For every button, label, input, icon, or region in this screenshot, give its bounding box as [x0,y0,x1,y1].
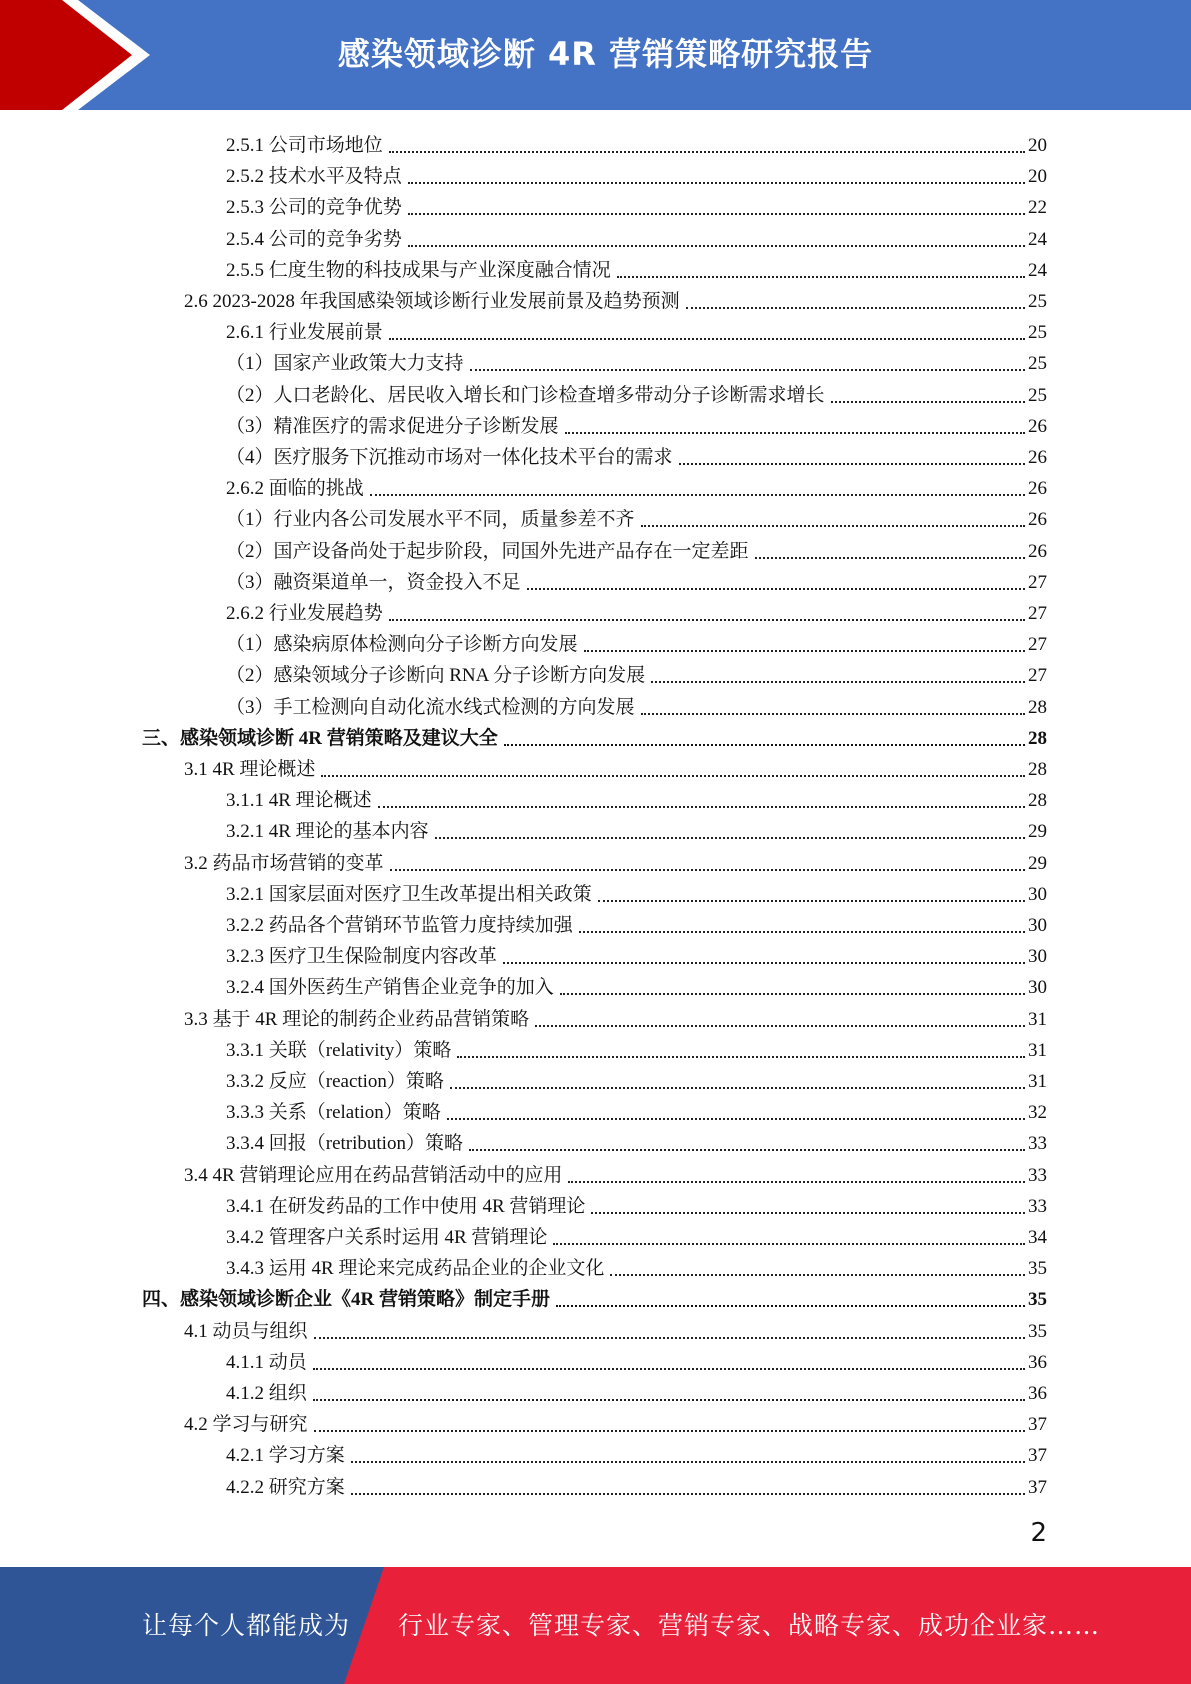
toc-entry-page: 33 [1028,1164,1047,1186]
page-header [0,0,1191,110]
toc-entry-title: 3.1.1 4R 理论概述 [226,790,372,812]
toc-dot-leader [584,650,1025,652]
toc-entry-title: 3.2.4 国外医药生产销售企业竞争的加入 [226,977,554,999]
toc-dot-leader [408,182,1025,184]
toc-entry-title: （2）国产设备尚处于起步阶段，同国外先进产品存在一定差距 [226,540,749,562]
toc-dot-leader [351,1461,1025,1463]
toc-dot-leader [313,1399,1025,1401]
toc-entry-page: 33 [1028,1133,1047,1155]
toc-entry-page: 34 [1028,1227,1047,1248]
toc-entry-title: 2.6.1 行业发展前景 [226,322,383,344]
toc-entry-page: 30 [1028,977,1047,999]
toc-entry-title: 3.3.3 关系（relation）策略 [226,1102,441,1124]
toc-dot-leader [831,401,1025,403]
toc-dot-leader [598,900,1025,902]
toc-entry-title: （3）手工检测向自动化流水线式检测的方向发展 [226,696,635,718]
toc-dot-leader [641,713,1025,715]
toc-entry-title: 2.5.3 公司的竞争优势 [226,197,402,219]
toc-entry-page: 29 [1028,852,1047,874]
toc-entry[interactable] [226,314,1047,345]
toc-entry-page: 28 [1028,727,1047,749]
toc-entry[interactable] [226,533,1047,564]
toc-entry[interactable] [226,470,1047,501]
toc-entry-title: 三、感染领域诊断 4R 营销策略及建议大全 [142,727,498,749]
toc-entry-title: 3.3 基于 4R 理论的制药企业药品营销策略 [184,1008,530,1030]
toc-entry-page: 24 [1028,259,1047,281]
toc-dot-leader [591,1212,1025,1214]
toc-dot-leader [617,276,1025,278]
toc-dot-leader [447,1118,1025,1120]
toc-entry-page: 37 [1028,1445,1047,1467]
toc-entry-page: 37 [1028,1476,1047,1498]
toc-entry[interactable] [142,720,1047,751]
toc-entry[interactable] [226,1063,1047,1094]
toc-dot-leader [610,1274,1025,1276]
toc-entry-page: 31 [1028,1071,1047,1092]
toc-entry[interactable] [226,813,1047,844]
page-footer [0,1567,1191,1684]
toc-dot-leader [641,525,1025,527]
toc-entry-page: 35 [1028,1320,1047,1342]
toc-dot-leader [389,338,1025,340]
toc-entry-title: 四、感染领域诊断企业《4R 营销策略》制定手册 [142,1289,550,1311]
toc-dot-leader [579,931,1025,933]
toc-entry[interactable] [226,252,1047,283]
toc-entry[interactable] [226,408,1047,439]
toc-entry-page: 35 [1028,1258,1047,1280]
toc-entry-page: 20 [1028,166,1047,188]
toc-entry-title: （2）感染领域分子诊断向 RNA 分子诊断方向发展 [226,665,646,687]
toc-entry-title: （3）精准医疗的需求促进分子诊断发展 [226,415,559,437]
toc-dot-leader [556,1305,1025,1307]
toc-entry-page: 27 [1028,571,1047,593]
footer-slogan-right: 行业专家、管理专家、营销专家、战略专家、成功企业家…… [398,1611,1101,1640]
toc-dot-leader [686,307,1025,309]
toc-entry[interactable] [184,1001,1047,1032]
toc-entry-page: 22 [1028,197,1047,219]
toc-entry-title: （1）感染病原体检测向分子诊断方向发展 [226,634,578,656]
toc-dot-leader [457,1056,1025,1058]
toc-entry-title: 3.2.3 医疗卫生保险制度内容改革 [226,946,497,968]
toc-entry[interactable] [142,1281,1047,1312]
toc-entry-page: 27 [1028,665,1047,687]
toc-dot-leader [503,962,1025,964]
toc-entry-page: 26 [1028,540,1047,562]
toc-entry[interactable] [226,1250,1047,1281]
toc-entry-title: 3.2 药品市场营销的变革 [184,852,384,874]
toc-entry[interactable] [226,595,1047,626]
toc-entry-page: 30 [1028,946,1047,968]
toc-entry-page: 30 [1028,883,1047,905]
toc-entry[interactable] [184,751,1047,782]
toc-entry[interactable] [226,377,1047,408]
toc-entry-title: 2.6.2 行业发展趋势 [226,603,383,624]
toc-dot-leader [408,213,1025,215]
toc-entry[interactable] [184,283,1047,314]
toc-entry-page: 25 [1028,322,1047,344]
toc-dot-leader [314,1430,1025,1432]
toc-entry-page: 24 [1028,228,1047,250]
toc-entry-page: 28 [1028,790,1047,812]
toc-entry[interactable] [226,501,1047,532]
toc-entry-page: 27 [1028,634,1047,656]
toc-entry-page: 25 [1028,353,1047,375]
toc-entry-title: 2.5.5 仁度生物的科技成果与产业深度融合情况 [226,259,611,281]
toc-dot-leader [378,806,1025,808]
toc-entry[interactable] [226,564,1047,595]
toc-entry-title: （2）人口老龄化、居民收入增长和门诊检查增多带动分子诊断需求增长 [226,384,825,406]
toc-entry-page: 25 [1028,291,1047,312]
toc-entry-title: 4.2.2 研究方案 [226,1476,345,1498]
toc-entry[interactable] [226,189,1047,220]
toc-dot-leader [314,1337,1025,1339]
toc-entry-title: 3.2.1 4R 理论的基本内容 [226,821,429,843]
toc-entry-title: 2.6 2023-2028 年我国感染领域诊断行业发展前景及趋势预测 [184,291,680,312]
toc-dot-leader [389,151,1025,153]
toc-entry[interactable] [226,1188,1047,1219]
toc-entry-title: 3.3.4 回报（retribution）策略 [226,1133,463,1155]
toc-entry-title: 2.5.4 公司的竞争劣势 [226,228,402,250]
toc-entry-page: 37 [1028,1414,1047,1436]
toc-entry-page: 31 [1028,1008,1047,1030]
toc-entry[interactable] [226,626,1047,657]
toc-dot-leader [408,245,1025,247]
toc-entry[interactable] [226,1094,1047,1125]
toc-entry-title: 4.1 动员与组织 [184,1320,308,1342]
toc-entry[interactable] [226,689,1047,720]
toc-dot-leader [504,744,1025,746]
toc-entry[interactable] [226,1344,1047,1375]
toc-dot-leader [469,1149,1025,1151]
footer-slogan-left: 让每个人都能成为 [142,1611,351,1640]
toc-dot-leader [313,1368,1025,1370]
toc-entry-page: 26 [1028,509,1047,531]
toc-entry-title: 3.4 4R 营销理论应用在药品营销活动中的应用 [184,1164,563,1186]
toc-dot-leader [390,869,1025,871]
toc-entry-title: （1）行业内各公司发展水平不同，质量参差不齐 [226,509,635,531]
toc-entry-page: 26 [1028,478,1047,500]
toc-entry[interactable] [226,221,1047,252]
toc-dot-leader [470,369,1025,371]
toc-dot-leader [755,557,1025,559]
toc-entry-title: 3.4.3 运用 4R 理论来完成药品企业的企业文化 [226,1258,605,1280]
toc-entry[interactable] [226,127,1047,158]
toc-entry-page: 29 [1028,821,1047,843]
toc-entry[interactable] [226,969,1047,1000]
toc-entry[interactable] [226,345,1047,376]
toc-dot-leader [450,1087,1025,1089]
toc-entry[interactable] [184,1313,1047,1344]
toc-dot-leader [651,681,1025,683]
toc-entry-page: 26 [1028,415,1047,437]
toc-dot-leader [351,1493,1025,1495]
toc-dot-leader [565,432,1025,434]
toc-entry-title: 3.1 4R 理论概述 [184,759,316,780]
toc-entry-title: （1）国家产业政策大力支持 [226,353,464,375]
toc-entry-page: 25 [1028,384,1047,406]
toc-entry-title: 4.1.1 动员 [226,1351,307,1373]
toc-entry[interactable] [226,657,1047,688]
toc-dot-leader [321,775,1025,777]
toc-entry-title: 2.6.2 面临的挑战 [226,478,364,500]
toc-entry[interactable] [184,1157,1047,1188]
toc-entry[interactable] [226,876,1047,907]
toc-dot-leader [527,588,1025,590]
toc-entry[interactable] [184,1406,1047,1437]
toc-entry[interactable] [226,1125,1047,1156]
toc-dot-leader [679,463,1025,465]
toc-dot-leader [568,1181,1025,1183]
toc-dot-leader [553,1243,1025,1245]
toc-entry-title: 3.4.2 管理客户关系时运用 4R 营销理论 [226,1227,548,1248]
toc-entry[interactable] [226,907,1047,938]
toc-entry-page: 27 [1028,603,1047,624]
page-number: 2 [1030,1518,1047,1548]
toc-entry[interactable] [226,1469,1047,1500]
toc-entry-page: 31 [1028,1039,1047,1061]
toc-entry-title: 3.4.1 在研发药品的工作中使用 4R 营销理论 [226,1195,586,1217]
toc-dot-leader [435,837,1025,839]
toc-entry[interactable] [226,1437,1047,1468]
toc-dot-leader [389,619,1025,621]
toc-entry-page: 26 [1028,447,1047,468]
toc-dot-leader [560,993,1025,995]
toc-entry-page: 30 [1028,915,1047,936]
toc-entry[interactable] [226,439,1047,470]
toc-dot-leader [535,1025,1025,1027]
toc-entry-title: 4.1.2 组织 [226,1383,307,1404]
toc-entry-page: 28 [1028,696,1047,718]
toc-entry-page: 35 [1028,1289,1047,1311]
toc-entry-title: 3.3.1 关联（relativity）策略 [226,1039,452,1061]
toc-entry[interactable] [226,1032,1047,1063]
toc-entry-page: 20 [1028,135,1047,156]
toc-entry-page: 28 [1028,759,1047,780]
toc-entry[interactable] [226,1375,1047,1406]
toc-entry-title: （3）融资渠道单一，资金投入不足 [226,571,521,593]
toc-entry-title: 4.2 学习与研究 [184,1414,308,1436]
toc-entry-title: 2.5.1 公司市场地位 [226,135,383,156]
toc-dot-leader [370,494,1025,496]
toc-entry[interactable] [226,158,1047,189]
toc-entry[interactable] [226,1219,1047,1250]
toc-entry-title: （4）医疗服务下沉推动市场对一体化技术平台的需求 [226,447,673,468]
toc-entry-title: 3.3.2 反应（reaction）策略 [226,1071,444,1092]
toc-entry[interactable] [226,782,1047,813]
toc-entry-page: 36 [1028,1351,1047,1373]
toc-entry[interactable] [226,938,1047,969]
toc-entry-page: 32 [1028,1102,1047,1124]
toc-entry-title: 2.5.2 技术水平及特点 [226,166,402,188]
toc-entry-title: 4.2.1 学习方案 [226,1445,345,1467]
toc-entry-page: 33 [1028,1195,1047,1217]
toc-entry-page: 36 [1028,1383,1047,1404]
toc-entry[interactable] [184,845,1047,876]
document-title: 感染领域诊断 4R 营销策略研究报告 [337,35,874,73]
toc-entry-title: 3.2.2 药品各个营销环节监管力度持续加强 [226,915,573,936]
toc-entry-title: 3.2.1 国家层面对医疗卫生改革提出相关政策 [226,883,592,905]
